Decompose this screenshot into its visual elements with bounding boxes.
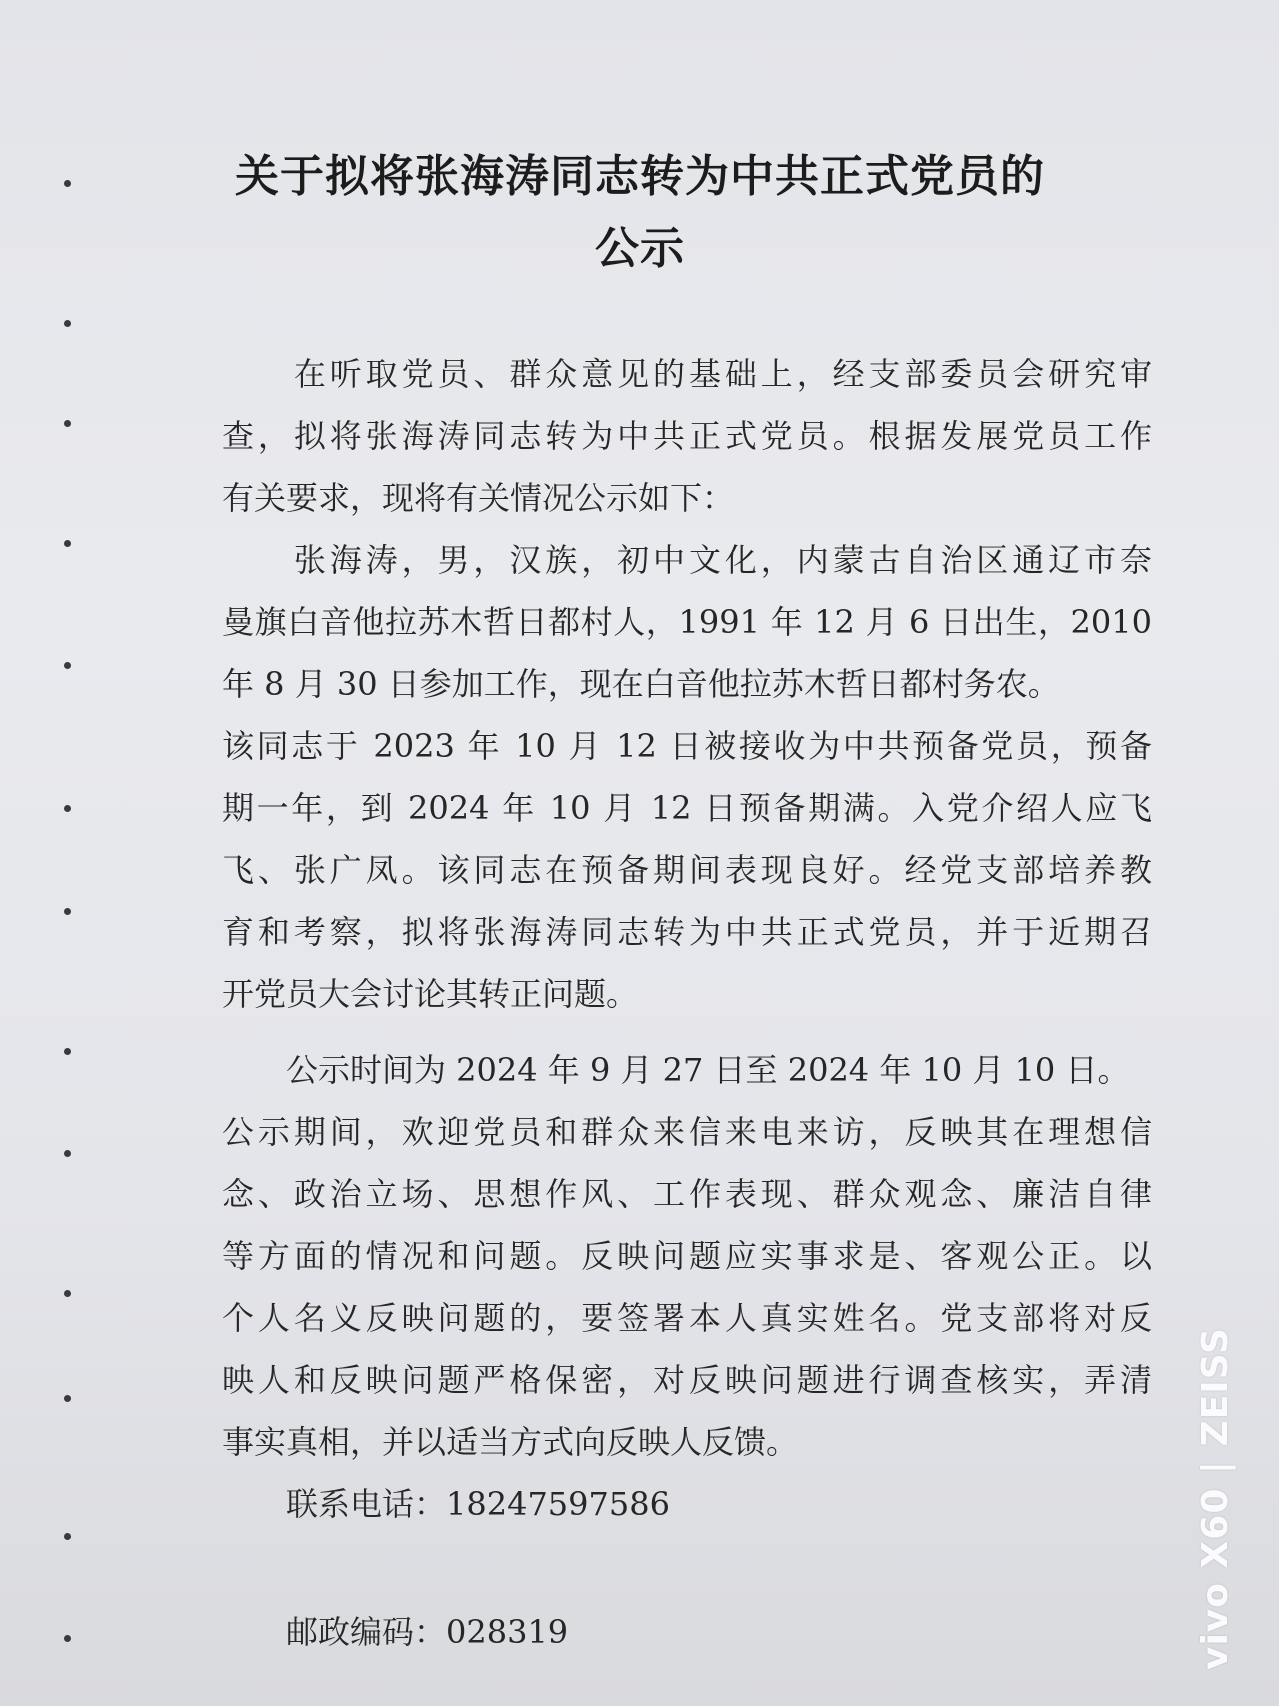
body-line: 等方面的情况和问题。反映问题应实事求是、客观公正。以: [222, 1237, 1152, 1275]
binder-hole: [64, 908, 71, 915]
binder-hole: [64, 1048, 71, 1055]
binder-hole: [64, 1395, 71, 1402]
binder-hole: [64, 180, 71, 187]
body-line: 张海涛，男，汉族，初中文化，内蒙古自治区通辽市奈: [222, 541, 1152, 579]
body-line: 育和考察，拟将张海涛同志转为中共正式党员，并于近期召: [222, 913, 1152, 951]
binder-hole: [64, 1533, 71, 1540]
document-title-line2: 公示: [595, 223, 685, 274]
binder-hole: [64, 662, 71, 669]
binder-hole: [64, 1290, 71, 1297]
body-line: 年 8 月 30 日参加工作，现在白音他拉苏木哲日都村务农。: [222, 665, 1060, 703]
body-line: 个人名义反映问题的，要签署本人真实姓名。党支部将对反: [222, 1299, 1152, 1337]
contact-phone: 联系电话：18247597586: [222, 1485, 670, 1523]
body-line: 查，拟将张海涛同志转为中共正式党员。根据发展党员工作: [222, 417, 1152, 455]
binder-hole: [64, 1635, 71, 1642]
binder-hole: [64, 1150, 71, 1157]
body-line: 在听取党员、群众意见的基础上，经支部委员会研究审: [222, 355, 1152, 393]
binder-hole: [64, 420, 71, 427]
camera-watermark-text: vivo X60 | ZEISS: [1195, 1327, 1236, 1670]
body-line: 映人和反映问题严格保密，对反映问题进行调查核实，弄清: [222, 1361, 1152, 1399]
body-line: 念、政治立场、思想作风、工作表现、群众观念、廉洁自律: [222, 1175, 1152, 1213]
camera-watermark: [1195, 1327, 1236, 1670]
document-title-line1: 关于拟将张海涛同志转为中共正式党员的: [235, 151, 1045, 202]
binder-hole: [64, 540, 71, 547]
body-line: 期一年，到 2024 年 10 月 12 日预备期满。入党介绍人应飞: [222, 789, 1152, 827]
body-line: 有关要求，现将有关情况公示如下：: [222, 479, 735, 517]
body-line: 该同志于 2023 年 10 月 12 日被接收为中共预备党员，预备: [222, 727, 1152, 765]
body-line: 曼旗白音他拉苏木哲日都村人，1991 年 12 月 6 日出生，2010: [222, 603, 1152, 641]
binder-hole: [64, 805, 71, 812]
body-line: 飞、张广凤。该同志在预备期间表现良好。经党支部培养教: [222, 851, 1152, 889]
postal-code: 邮政编码：028319: [222, 1613, 569, 1651]
body-line: 开党员大会讨论其转正问题。: [222, 975, 639, 1013]
body-line: 公示时间为 2024 年 9 月 27 日至 2024 年 10 月 10 日。: [222, 1051, 1130, 1089]
binder-hole: [64, 320, 71, 327]
body-line: 事实真相，并以适当方式向反映人反馈。: [222, 1423, 799, 1461]
body-line: 公示期间，欢迎党员和群众来信来电来访，反映其在理想信: [222, 1113, 1152, 1151]
